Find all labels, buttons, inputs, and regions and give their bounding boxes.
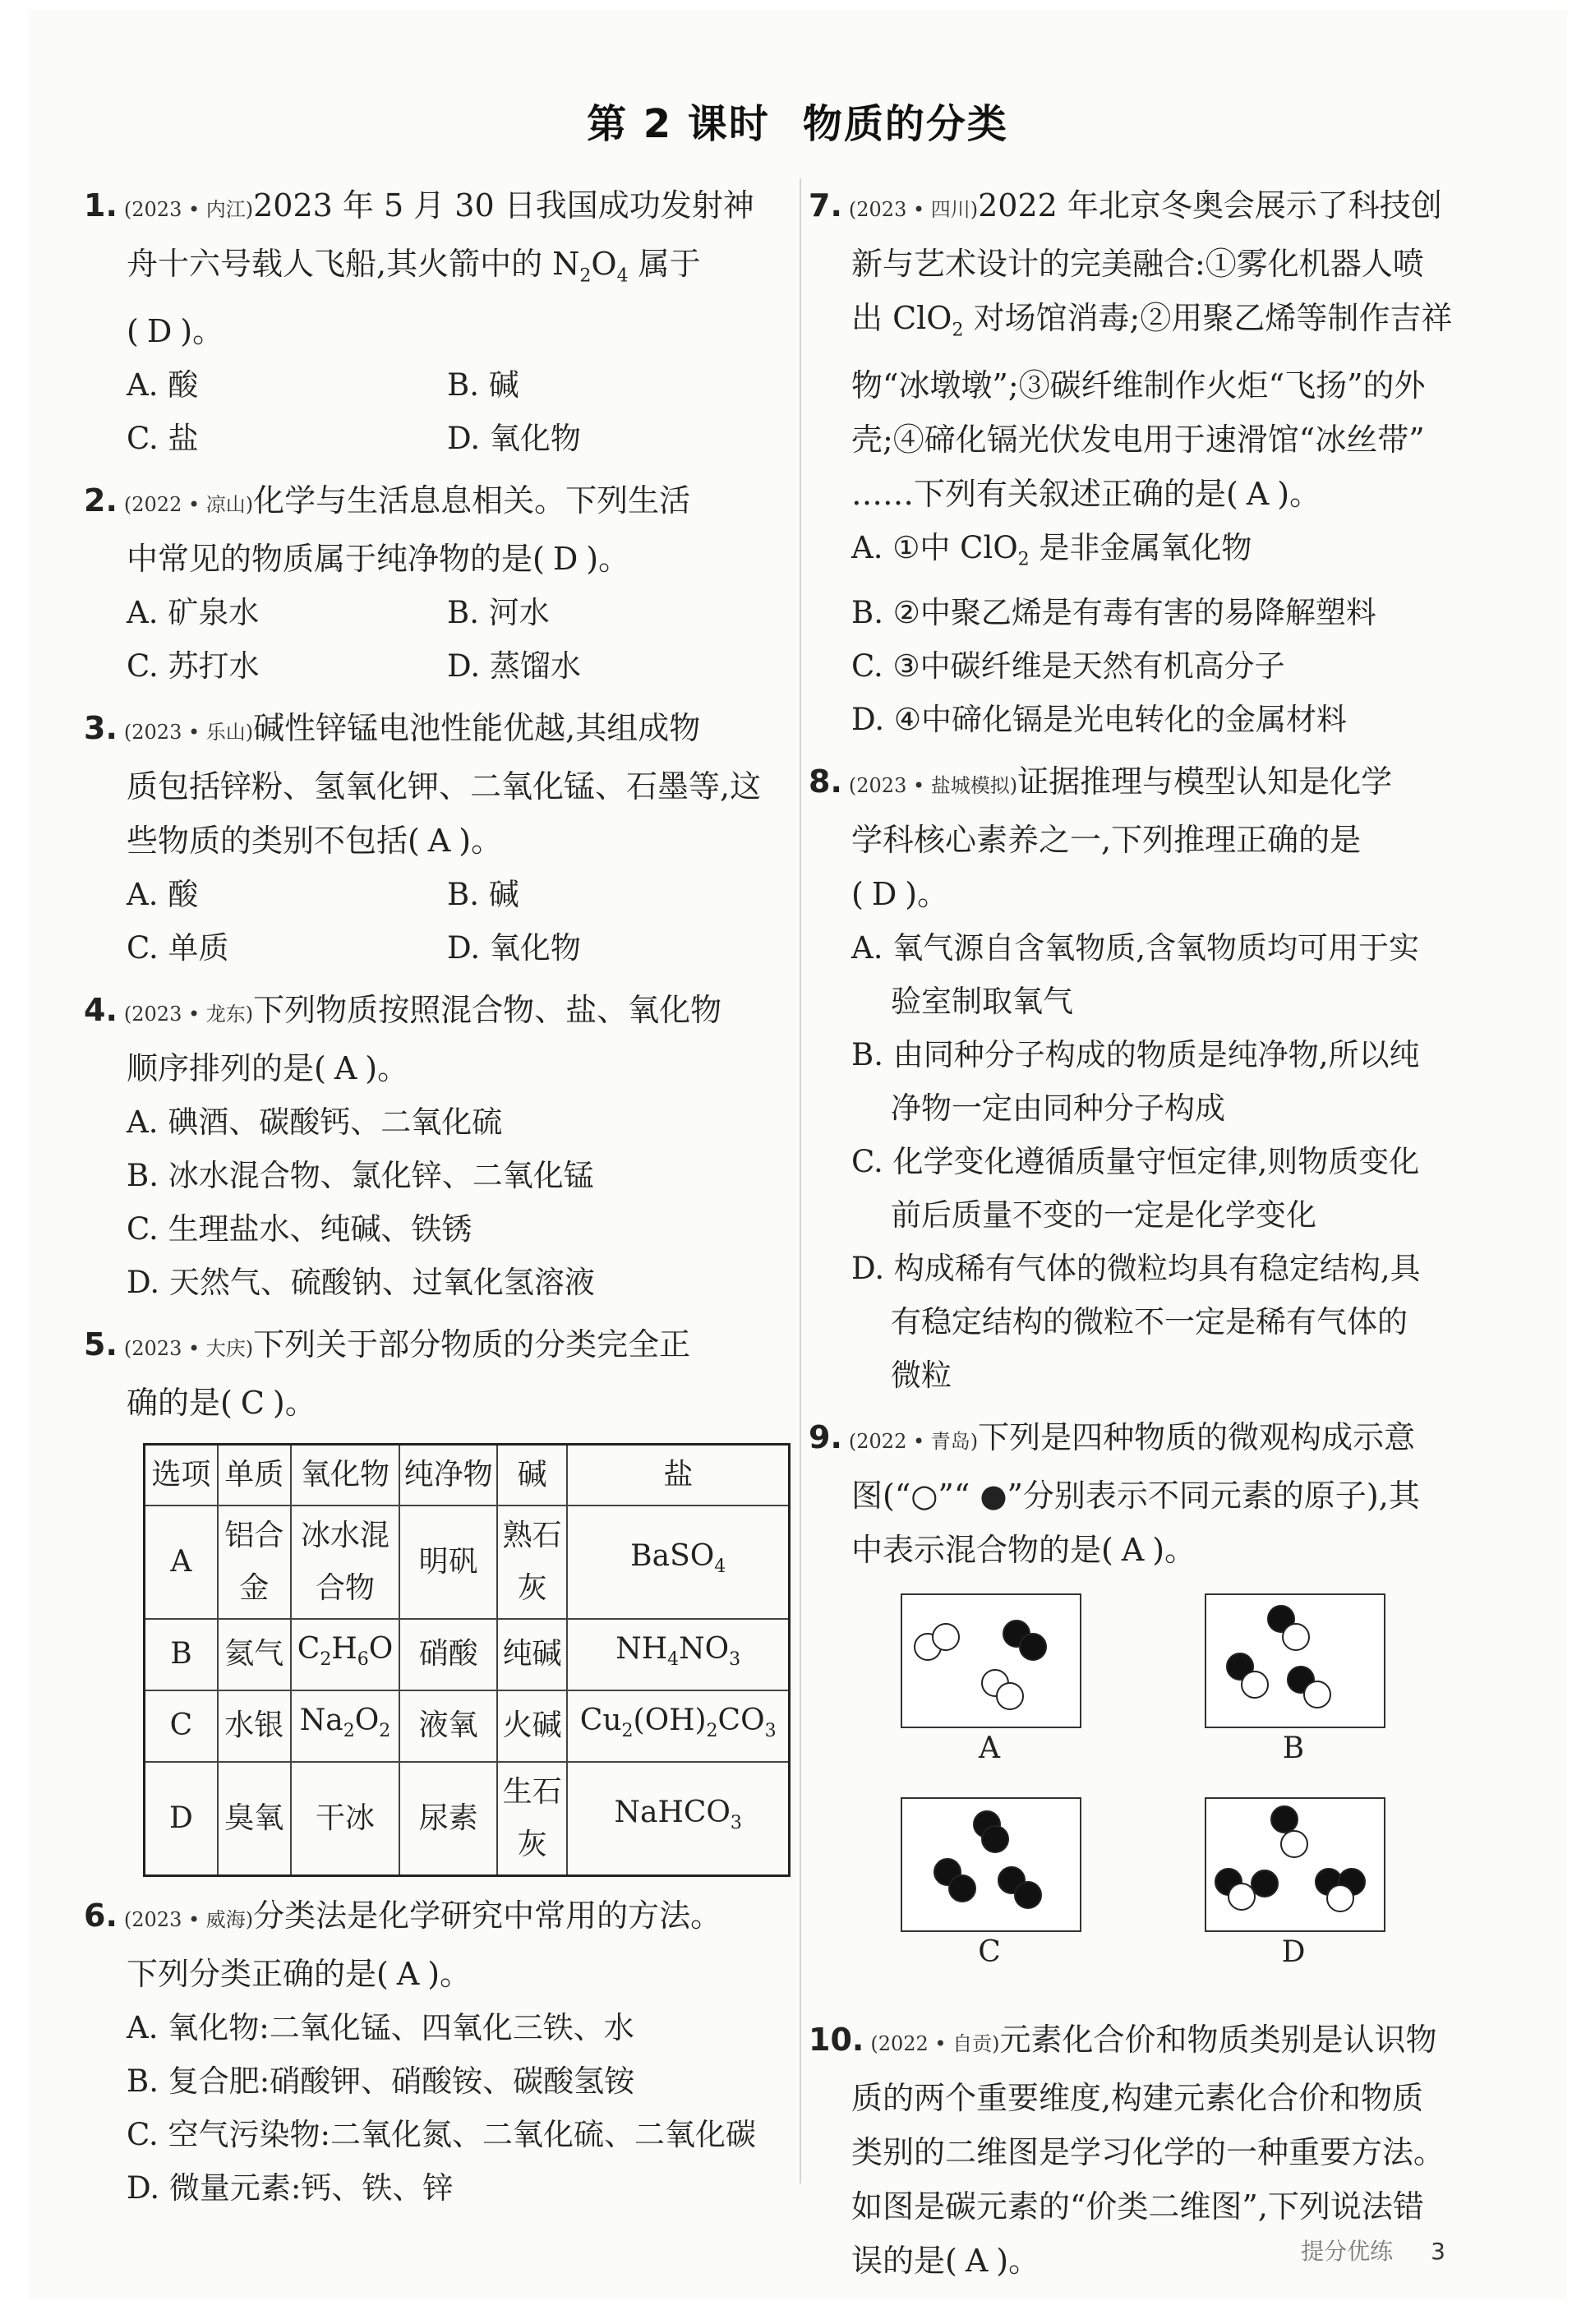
question-source: (2022 • 自贡) — [870, 2031, 1000, 2055]
subscript: 2 — [706, 1720, 718, 1741]
option-d: D. 天然气、硫酸钠、过氧化氢溶液 — [127, 1264, 595, 1300]
question-text: 壳;④碲化镉光伏发电用于速滑馆“冰丝带” — [851, 421, 1425, 458]
question-text: 下列物质按照混合物、盐、氧化物 — [253, 991, 722, 1028]
table-cell: 水银 — [218, 1690, 291, 1762]
question-9 — [809, 1410, 1524, 2004]
formula: Cu — [579, 1703, 622, 1737]
paren: )。 — [586, 540, 630, 577]
question-source: (2023 • 四川) — [848, 198, 979, 221]
option-text: C. 化学变化遵循质量守恒定律,则物质变化 — [851, 1143, 1420, 1179]
table-cell — [567, 1690, 789, 1762]
question-4 — [84, 983, 791, 1309]
cell-text: 合物 — [316, 1570, 376, 1605]
table-row — [145, 1506, 790, 1619]
question-number: 8. — [809, 763, 842, 800]
formula: O — [354, 1703, 380, 1737]
question-text: 化学与生活息息相关。下列生活 — [253, 482, 691, 519]
question-3 — [84, 701, 791, 975]
classification-table — [143, 1443, 791, 1877]
question-number: 1. — [84, 187, 118, 224]
option-b: B. 复合肥:硝酸钾、硝酸铵、碳酸氢铵 — [127, 2063, 635, 2099]
answer: D — [552, 540, 579, 577]
question-number: 4. — [84, 991, 118, 1028]
table-header-row — [145, 1444, 790, 1506]
question-text: 2023 年 5 月 30 日我国成功发射神 — [253, 187, 754, 224]
paren: )。 — [905, 875, 949, 912]
option-a: A. 矿泉水 — [127, 594, 260, 630]
cell-text: 金 — [239, 1570, 270, 1605]
formula: C — [297, 1631, 320, 1666]
left-column — [84, 178, 791, 2223]
table-cell: A — [145, 1506, 218, 1619]
answer: A — [334, 1049, 357, 1086]
table-cell — [291, 1619, 400, 1690]
question-text: 图(“○”“ ●”分别表示不同元素的原子),其 — [851, 1477, 1420, 1514]
subscript: 3 — [730, 1813, 742, 1834]
lesson-topic: 物质的分类 — [802, 101, 1008, 147]
white-atom — [1326, 1884, 1354, 1912]
subscript: 4 — [714, 1556, 726, 1578]
question-text: 确的是( — [127, 1384, 233, 1421]
cell-text: 灰 — [517, 1827, 547, 1861]
question-text: 元素化合价和物质类别是认识物 — [999, 2021, 1437, 2058]
page — [28, 10, 1567, 2299]
white-atom — [1282, 1623, 1310, 1651]
cell-text: 灰 — [517, 1570, 547, 1605]
white-atom — [1280, 1830, 1308, 1858]
option-c: C. 单质 — [127, 929, 229, 966]
question-text: 出 ClO — [851, 300, 952, 336]
table-cell — [567, 1506, 789, 1619]
table-header: 盐 — [567, 1444, 789, 1506]
paren: )。 — [427, 1955, 472, 1992]
option-text: 前后质量不变的一定是化学变化 — [891, 1197, 1316, 1233]
table-cell — [497, 1762, 568, 1876]
cell-text: 铝合 — [224, 1518, 284, 1552]
subscript: 3 — [729, 1648, 741, 1670]
diagram-label: A — [979, 1731, 1000, 1765]
subscript: 2 — [621, 1720, 634, 1741]
question-7 — [809, 178, 1524, 746]
table-cell: 纯碱 — [497, 1619, 568, 1690]
table-header: 单质 — [218, 1444, 291, 1506]
paren: )。 — [180, 312, 224, 349]
option-c: C. 盐 — [127, 420, 199, 456]
question-source: (2023 • 内江) — [123, 198, 254, 221]
cell-text: 熟石 — [502, 1518, 562, 1552]
table-cell: D — [145, 1762, 218, 1876]
option-d: D. 蒸馏水 — [447, 648, 581, 684]
paren: )。 — [365, 1049, 409, 1086]
option-text: B. 由同种分子构成的物质是纯净物,所以纯 — [851, 1036, 1420, 1072]
question-2 — [84, 473, 791, 693]
question-8 — [809, 754, 1524, 1402]
diagram-b — [1205, 1593, 1385, 1728]
question-source: (2023 • 盐城模拟) — [848, 773, 1018, 797]
table-header: 氧化物 — [291, 1444, 400, 1506]
question-number: 10. — [809, 2021, 864, 2058]
white-atom — [932, 1623, 960, 1651]
white-atom — [1241, 1671, 1269, 1699]
table-cell: 尿素 — [399, 1762, 497, 1876]
question-text: 类别的二维图是学习化学的一种重要方法。 — [851, 2133, 1445, 2170]
table-cell — [567, 1762, 789, 1876]
paren: )。 — [1277, 475, 1321, 512]
option-b: B. 河水 — [447, 594, 550, 630]
formula: NaHCO — [614, 1796, 731, 1830]
question-text: 中常见的物质属于纯净物的是( — [127, 540, 545, 577]
options — [84, 358, 791, 465]
diagram-c — [901, 1797, 1081, 1932]
black-atom — [1019, 1633, 1047, 1661]
table-cell: 硝酸 — [399, 1619, 497, 1690]
option-text: A. 氧气源自含氧物质,含氧物质均可用于实 — [851, 929, 1420, 966]
question-5 — [84, 1317, 791, 1877]
option-b: B. 冰水混合物、氯化锌、二氧化锰 — [127, 1157, 594, 1193]
option-a: A. 酸 — [127, 367, 199, 403]
subscript: 2 — [320, 1648, 332, 1670]
question-text: 舟十六号载人飞船,其火箭中的 N — [127, 246, 580, 282]
option-b: B. ②中聚乙烯是有毒有害的易降解塑料 — [851, 594, 1376, 630]
question-text: O — [591, 246, 617, 282]
table-cell: 氦气 — [218, 1619, 291, 1690]
question-source: (2023 • 威海) — [123, 1907, 254, 1931]
subscript: 3 — [764, 1720, 777, 1741]
table-header: 纯净物 — [399, 1444, 497, 1506]
question-text: 学科核心素养之一,下列推理正确的是 — [851, 821, 1362, 858]
table-row — [145, 1619, 790, 1690]
subscript: 2 — [1017, 548, 1030, 569]
options — [809, 521, 1524, 746]
black-atom — [981, 1825, 1009, 1853]
subscript: 4 — [667, 1648, 680, 1670]
question-6 — [84, 1888, 791, 2215]
cell-text: 冰水混 — [301, 1518, 390, 1552]
option-text: 验室制取氧气 — [891, 983, 1073, 1019]
question-text: 中表示混合物的是( — [851, 1531, 1113, 1568]
answer: C — [240, 1384, 265, 1421]
option-d: D. 微量元素:钙、铁、锌 — [127, 2170, 454, 2206]
subscript: 2 — [379, 1720, 391, 1741]
diagram-label: D — [1281, 1934, 1306, 1969]
table-cell: 明矾 — [399, 1506, 497, 1619]
question-text: 对场馆消毒;②用聚乙烯等制作吉祥 — [963, 300, 1453, 336]
option-text: A. ①中 ClO — [851, 529, 1018, 565]
formula: O — [368, 1631, 394, 1666]
black-atom — [1270, 1805, 1298, 1833]
option-text: D. 构成稀有气体的微粒均具有稳定结构,具 — [851, 1250, 1421, 1286]
table-cell: B — [145, 1619, 218, 1690]
question-text: 顺序排列的是( — [127, 1049, 326, 1086]
table-cell — [218, 1506, 291, 1619]
option-b: B. 碱 — [447, 876, 519, 912]
answer: D — [146, 312, 173, 349]
question-1 — [84, 178, 791, 465]
white-atom — [996, 1682, 1024, 1710]
question-number: 3. — [84, 709, 118, 746]
formula: NH — [615, 1631, 668, 1666]
page-title — [28, 92, 1567, 149]
table-cell: 液氧 — [399, 1690, 497, 1762]
options — [84, 1095, 791, 1309]
question-text: 质的两个重要维度,构建元素化合价和物质 — [851, 2079, 1424, 2116]
cell-text: 生石 — [502, 1774, 562, 1809]
question-text: 误的是( — [851, 2242, 957, 2279]
option-a — [809, 921, 1524, 1028]
question-source: (2022 • 青岛) — [848, 1429, 979, 1453]
question-source: (2022 • 凉山) — [123, 492, 254, 516]
black-atom — [948, 1874, 976, 1902]
black-atom — [1014, 1881, 1042, 1909]
table-cell — [291, 1506, 400, 1619]
options — [809, 921, 1524, 1402]
question-text: 下列分类正确的是( — [127, 1955, 389, 1992]
book-name: 提分优练 — [1301, 2238, 1394, 2265]
option-c: C. 空气污染物:二氧化氮、二氧化硫、二氧化碳 — [127, 2116, 756, 2152]
option-c: C. ③中碳纤维是天然有机高分子 — [851, 648, 1285, 684]
question-text: 新与艺术设计的完美融合:①雾化机器人喷 — [851, 246, 1424, 282]
option-d: D. 氧化物 — [447, 929, 581, 966]
column-divider — [800, 178, 801, 2183]
option-c: C. 苏打水 — [127, 648, 260, 684]
table-cell: 火碱 — [497, 1690, 568, 1762]
option-c — [809, 1135, 1524, 1242]
diagram-label: B — [1282, 1731, 1305, 1765]
formula: (OH) — [633, 1703, 707, 1737]
lesson-label: 第 2 课时 — [587, 101, 770, 147]
table-header: 选项 — [145, 1444, 218, 1506]
formula: BaSO — [630, 1539, 715, 1573]
table-cell — [291, 1690, 400, 1762]
table-cell: 干冰 — [291, 1762, 400, 1876]
answer: A — [396, 1955, 420, 1992]
question-text: 如图是碳元素的“价类二维图”,下列说法错 — [851, 2188, 1424, 2225]
question-text: 些物质的类别不包括( — [127, 822, 420, 859]
subscript: 2 — [579, 265, 592, 287]
black-atom — [1251, 1870, 1279, 1897]
table-header: 碱 — [497, 1444, 568, 1506]
formula: NO — [679, 1631, 730, 1666]
question-text: 碱性锌锰电池性能优越,其组成物 — [253, 709, 701, 746]
answer: A — [427, 822, 451, 859]
white-atom — [1303, 1681, 1331, 1708]
formula: Na — [299, 1703, 343, 1737]
subscript: 2 — [343, 1720, 355, 1741]
page-number: 3 — [1431, 2238, 1445, 2265]
question-text: 质包括锌粉、氢氧化钾、二氧化锰、石墨等,这 — [127, 768, 762, 805]
option-text: 净物一定由同种分子构成 — [891, 1090, 1225, 1126]
question-text: 2022 年北京冬奥会展示了科技创 — [978, 187, 1442, 224]
question-number: 2. — [84, 482, 118, 519]
paren: )。 — [996, 2242, 1040, 2279]
option-d: D. 氧化物 — [447, 420, 581, 456]
right-column — [809, 178, 1524, 2296]
question-text: 属于 — [628, 246, 701, 282]
options — [84, 2001, 791, 2215]
subscript: 2 — [952, 320, 964, 341]
diagram-d — [1205, 1797, 1385, 1932]
option-c: C. 生理盐水、纯碱、铁锈 — [127, 1210, 473, 1247]
table-row — [145, 1690, 790, 1762]
table-row — [145, 1762, 790, 1876]
paren: )。 — [1152, 1531, 1196, 1568]
subscript: 6 — [357, 1648, 369, 1670]
table-cell — [497, 1506, 568, 1619]
table-cell: 臭氧 — [218, 1762, 291, 1876]
formula: CO — [717, 1703, 765, 1737]
paren: )。 — [272, 1384, 316, 1421]
subscript: 4 — [616, 265, 629, 287]
answer: A — [965, 2242, 989, 2279]
option-text: 微粒 — [891, 1357, 952, 1393]
question-text: 物“冰墩墩”;③碳纤维制作火炬“飞扬”的外 — [851, 367, 1426, 403]
table-cell: C — [145, 1690, 218, 1762]
option-text: 是非金属氧化物 — [1029, 529, 1252, 565]
question-source: (2023 • 乐山) — [123, 720, 254, 744]
question-text: 下列关于部分物质的分类完全正 — [253, 1326, 691, 1363]
particle-diagrams — [809, 1593, 1466, 2004]
option-a: A. 氧化物:二氧化锰、四氧化三铁、水 — [127, 2009, 634, 2045]
question-number: 5. — [84, 1326, 118, 1363]
diagram-label: C — [978, 1934, 1001, 1969]
option-a: A. 碘酒、碳酸钙、二氧化硫 — [127, 1104, 503, 1140]
option-d — [809, 1242, 1524, 1402]
page-footer — [1301, 2234, 1445, 2266]
question-source: (2023 • 龙东) — [123, 1002, 254, 1026]
options — [84, 586, 791, 693]
question-text: 分类法是化学研究中常用的方法。 — [253, 1897, 722, 1934]
answer: D — [871, 875, 897, 912]
question-text: 证据推理与模型认知是化学 — [1017, 763, 1393, 800]
option-a: A. 酸 — [127, 876, 199, 912]
question-text: 下列是四种物质的微观构成示意 — [978, 1418, 1416, 1455]
question-source: (2023 • 大庆) — [123, 1336, 254, 1360]
table-cell — [567, 1619, 789, 1690]
paren: ( — [127, 312, 139, 349]
question-number: 6. — [84, 1897, 118, 1934]
question-text: ……下列有关叙述正确的是( — [851, 475, 1238, 512]
formula: H — [331, 1631, 357, 1666]
answer: A — [1121, 1531, 1145, 1568]
option-a — [809, 521, 1524, 586]
options — [84, 868, 791, 975]
paren: )。 — [459, 822, 503, 859]
option-b: B. 碱 — [447, 367, 519, 403]
question-number: 7. — [809, 187, 842, 224]
paren: ( — [851, 875, 864, 912]
question-number: 9. — [809, 1418, 842, 1455]
diagram-a — [901, 1593, 1081, 1728]
option-text: 有稳定结构的微粒不一定是稀有气体的 — [891, 1303, 1408, 1340]
option-b — [809, 1028, 1524, 1135]
option-d: D. ④中碲化镉是光电转化的金属材料 — [851, 701, 1348, 737]
answer: A — [1246, 475, 1270, 512]
